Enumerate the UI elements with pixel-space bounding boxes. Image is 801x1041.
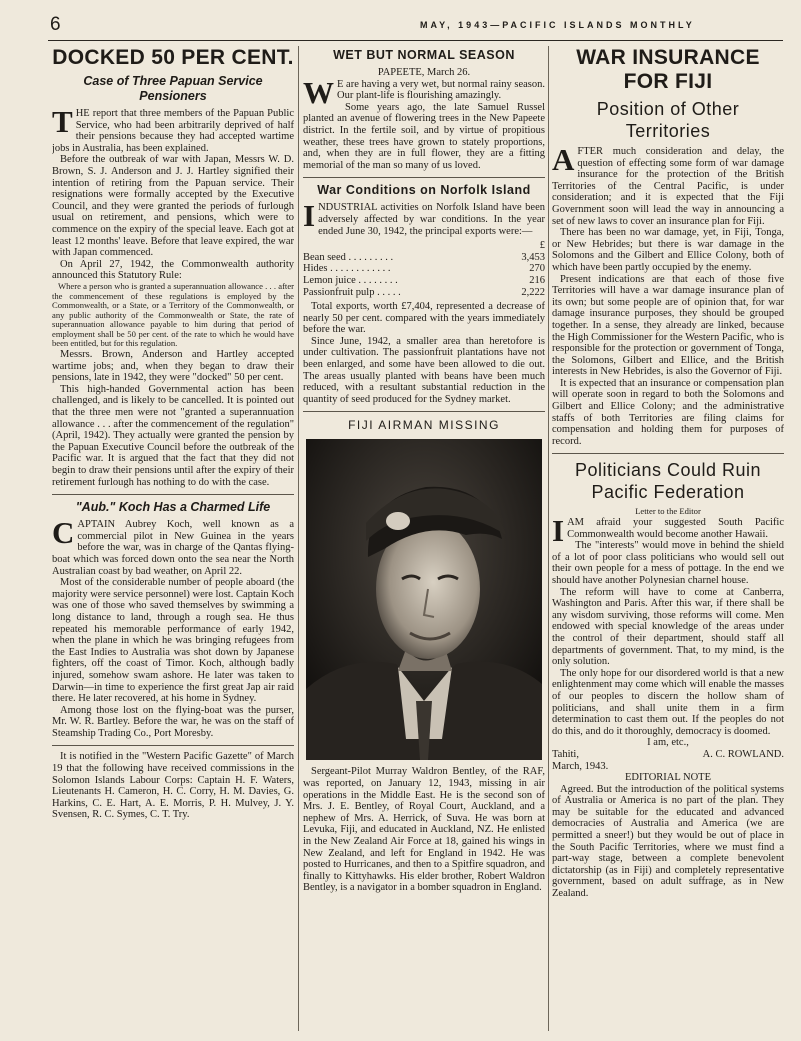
article-paragraph: The only hope for our disordered world is that a new enlightenment may come which will enable the masses of our peoples to discern the hollow sham of politicians, and shall unite them in a firm determination to cast them out. If the peoples do not do this, and do it thoroughly, democracy is doomed. xyxy=(552,667,784,737)
article-paragraph: CAPTAIN Aubrey Koch, well known as a commercial pilot in New Guinea in the years before the war, was in charge of the Qantas flying-boat which was forced down onto the sea near the North Australian coast by bad weather, on April 22. xyxy=(52,515,294,577)
article-title: Politicians Could Ruin Pacific Federation xyxy=(574,460,762,503)
drop-cap: W xyxy=(303,74,334,110)
page-number: 6 xyxy=(50,14,61,35)
article-paragraph: Before the outbreak of war with Japan, Messrs W. D. Brown, S. J. Anderson and J. J. Hartley signified their intention of retiring from the Papuan service. Their resignations were formally accepted by the Executive Council, and they were granted the periods of furlough usual on retirement, and pensions, which were to commence on the expiry of the special leave. Each got at least 12 months' leave. Before that leave expired, the war with Japan commenced. xyxy=(52,154,294,259)
letter-signature xyxy=(552,749,784,761)
letter-date: March, 1943. xyxy=(552,760,609,772)
article-paragraph: This high-handed Governmental action has been challenged, and is likely to be cancelled. It is pointed out that the three men were not "granted a superannuation allowance . . . after the commencement of the regulation" (April, 1942). They actually were granted the pension by the Papuan Executive Council before the outbreak of the Pacific war. It is argued that the fact that they did not begin to draw their pensions until after the expiry of their retirement furlough has nothing to do with the case. xyxy=(52,383,294,488)
column-2 xyxy=(303,46,545,894)
column-divider xyxy=(548,46,549,1031)
header-rule xyxy=(48,40,783,41)
column-3 xyxy=(552,46,784,900)
article-paragraph: Since June, 1942, a smaller area than heretofore is under cultivation. The passionfruit plantations have not been enlarged, and some have been allowed to die out. The areas usually planted with beans have been much reduced, with a resultant substantial reduction in the quantity of seed produced for the Sydney market. xyxy=(303,335,545,405)
article-paragraph: It is expected that an insurance or compensation plan will operate soon in regard to both the Solomons and Gilbert and Ellice Colony; and the administrative staffs of both Territories are filing claims for compensation and holding them for purposes of record. xyxy=(552,377,784,447)
table-row: Lemon juice . . . . . . . . 216 xyxy=(303,274,545,286)
article-paragraph: Agreed. But the introduction of the political systems of Australia or America is no part of the plan. They may be suitable for the educated and advanced democracies of Australia and America (we are permitted a sneer!) but they would be out of place in the South Pacific Territories, where we must find a part-way stage, between a complete benevolent dictatorship (as in Fiji) and completely representative government, based on adult suffrage, as in New Zealand. xyxy=(552,783,784,900)
currency-symbol: £ xyxy=(539,240,545,252)
letter-author: A. C. ROWLAND. xyxy=(702,748,784,760)
article-subtitle: Position of Other Territories xyxy=(596,99,740,141)
article-title: DOCKED 50 PER CENT. xyxy=(52,46,294,69)
article-title: WAR INSURANCE FOR FIJI xyxy=(576,46,760,93)
article-subtitle: Case of Three Papuan Service Pensioners xyxy=(83,74,263,103)
article-paragraph: The "interests" would move in behind the shield of a lot of poor class politicians who would sell out their own people for a mess of pottage. In the end we should have another Polynesian charnel house. xyxy=(552,540,784,586)
letter-place: Tahiti, xyxy=(552,748,579,760)
article-paragraph: Most of the considerable number of people aboard (the majority were service personnel) were lost. Captain Koch was one of those who saved themselves by swimming a long distance to land, through a rough sea. He thus repeated his memorable performance of early 1942, when the plane in which he was bringing refugees from the East Indies to Australia was shot down by Japanese fighters, off the coast of Timor. Koch, although badly injured, somehow swam ashore. He later was taken to Darwin—in time to experience the first great Jap air raid there. He later recovered, at his home in Sydney. xyxy=(52,577,294,705)
dateline: PAPEETE, March 26. xyxy=(377,67,471,78)
section-divider xyxy=(552,453,784,454)
article-paragraph: There has been no war damage, yet, in Fiji, Tonga, or New Hebrides; but there is war damage in the Solomons and the Gilbert and Ellice Colony, both of which have been partly occupied by the enemy. xyxy=(552,227,784,273)
article-paragraph: It is notified in the "Western Pacific Gazette" of March 19 that the following have received commissions in the Solomon Islands Labour Corps: Captain H. F. Waters, Lieutenants H. Cameron, H. C. Corry, H. M. Davies, G. Harkins, C. E. Hart, A. E. Morris, P. H. Mulvey, J. Y. Svensen, R. C. Symes, C. T. Try. xyxy=(52,751,294,821)
portrait-photo xyxy=(306,439,542,760)
article-title: War Conditions on Norfolk Island xyxy=(317,183,531,198)
table-row: Hides . . . . . . . . . . . . 270 xyxy=(303,263,545,275)
article-paragraph: INDUSTRIAL activities on Norfolk Island have been adversely affected by war conditions. In the year ended June 30, 1942, the principal exports were:— xyxy=(303,198,545,237)
table-row: Bean seed . . . . . . . . . 3,453 xyxy=(303,251,545,263)
drop-cap: C xyxy=(52,515,75,551)
letter-label: Letter to the Editor xyxy=(635,506,701,517)
drop-cap: T xyxy=(52,104,73,139)
article-paragraph: Messrs. Brown, Anderson and Hartley accepted wartime jobs; and, when they began to draw their pensions, late in 1942, they were "docked" 50 per cent. xyxy=(52,349,294,384)
article-paragraph: Present indications are that each of those five Territories will have a war damage insurance plan of its own; but some people are of opinion that, for war damage insurance purposes, they should be grouped together. In a sense, they already are linked, because the High Commissioner for the Western Pacific, who is responsible for the protection or government of Tonga, the Solomons, Gilbert and Ellice, and the British interests in New Hebrides, is also the Governor of Fiji. xyxy=(552,273,784,378)
editorial-note-title: EDITORIAL NOTE xyxy=(624,772,712,784)
column-1 xyxy=(52,46,294,821)
article-title: "Aub." Koch Has a Charmed Life xyxy=(75,500,271,515)
article-title: FIJI AIRMAN MISSING xyxy=(348,418,500,433)
section-divider xyxy=(52,745,294,746)
article-paragraph: Sergeant-Pilot Murray Waldron Bentley, of the RAF, was reported, on January 12, 1943, missing in air operations in the Middle East. He is the second son of Mrs. J. E. Bentley, of Royal Court, Auckland, and a nephew of Mrs. A. Herrick, of Suva. He was born at Levuka, Fiji, and educated in Auckland, NZ. He enlisted in the New Zealand Air Force at 18, gained his wings in New Zealand, and left for England in 1942. He was posted to Hurricanes, and then to a Spitfire squadron, and finally to Kittyhawks. His elder brother, Robert Waldron Bentley, is a navigator in a bomber squadron in England. xyxy=(303,766,545,894)
article-paragraph: W E are having a very wet, but normal rainy season. Our plant-life is flourishing amazingly. xyxy=(303,74,545,110)
article-paragraph: AFTER much consideration and delay, the question of effecting some form of war damage insurance for the protection of the British Territories of the Central Pacific, is under consideration; and it is expected that the Fiji Government soon will lead the way in announcing a set of new laws to cover an insurance plan for Fiji. xyxy=(552,142,784,227)
section-divider xyxy=(303,411,545,412)
table-row: Passionfruit pulp . . . . . 2,222 xyxy=(303,286,545,298)
letter-closing: I am, etc., xyxy=(647,737,689,749)
article-paragraph: The reform will have to come at Canberra, Washington and Paris. After this war, if there shall be any wisdom surviving, those reforms will come. Men endowed with special knowledge of the areas under the control of their department, should staff all departments of government. That, to my mind, is the only solution. xyxy=(552,586,784,668)
drop-cap: A xyxy=(552,142,575,177)
article-paragraph: Among those lost on the flying-boat was the purser, Mr. W. R. Bartley. Before the war, he was on the staff of Steamship Trading Co., Port Moresby. xyxy=(52,704,294,739)
statutory-rule-quote: Where a person who is granted a superannuation allowance . . . after the commencement of these regulations is employed by the Commonwealth, or a State, or a Territory of the Commonwealth, or any public authority of the Commonwealth or State, the rate of superannuation allowance payable to him during that period of employment shall be 50 per cent. of the rate to which he would have been entitled, but for this regulation. xyxy=(52,280,294,349)
article-paragraph: Some years ago, the late Samuel Russel planted an avenue of flowering trees in the New Papeete district. In the fertile soil, and by virtue of propitious weather, these trees have grown to stately proportions, and, when they are in full flower, they are a fitting memorial of the man so many of us loved. xyxy=(303,101,545,171)
article-paragraph: On April 27, 1942, the Commonwealth authority announced this Statutory Rule: xyxy=(52,258,294,282)
running-head: MAY, 1943—PACIFIC ISLANDS MONTHLY xyxy=(420,20,695,30)
drop-cap: I xyxy=(552,513,565,549)
article-title: WET BUT NORMAL SEASON xyxy=(333,48,515,62)
article-paragraph: THE report that three members of the Papuan Public Service, who had been arbitrarily deprived of half their pensions because they had accepted wartime jobs in Australia, has been explained. xyxy=(52,104,294,154)
article-paragraph: Total exports, worth £7,404, represented a decrease of nearly 50 per cent. compared with the years immediately before the war. xyxy=(303,301,545,336)
column-divider xyxy=(298,46,299,1031)
exports-table xyxy=(303,240,545,298)
section-divider xyxy=(303,177,545,178)
article-paragraph: IAM afraid your suggested South Pacific Commonwealth would become another Hawaii. xyxy=(552,513,784,549)
section-divider xyxy=(52,494,294,495)
drop-cap: I xyxy=(303,198,316,234)
